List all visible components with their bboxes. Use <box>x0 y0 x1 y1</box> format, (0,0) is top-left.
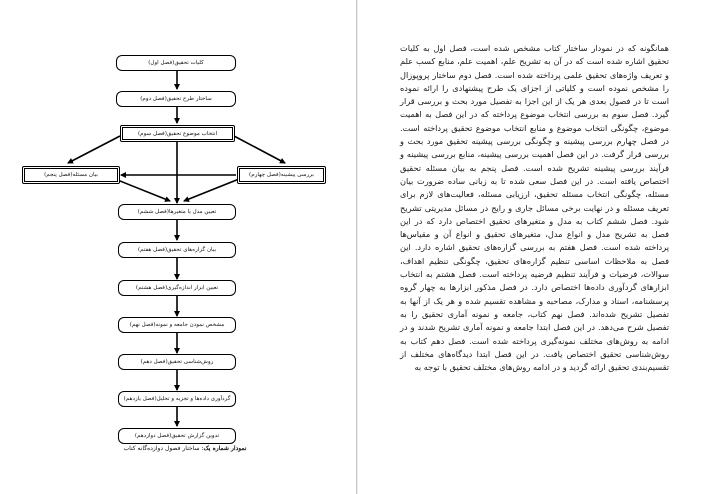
flow-node-6: تعیین مدل یا متغیرها(فصل ششم) <box>118 204 236 220</box>
caption-text: : ساختار فصول دوازده‌گانه کتاب <box>123 445 204 452</box>
caption-label: نمودار شماره یک <box>203 445 247 452</box>
arrow-3-4 <box>68 136 120 163</box>
left-page <box>0 0 357 494</box>
flow-node-8: تعیین ابزار اندازه‌گیری(فصل هشتم) <box>118 280 236 296</box>
flow-node-10: روش‌شناسی تحقیق(فصل دهم) <box>118 354 236 370</box>
flow-node-1: کلیات تحقیق(فصل اول) <box>116 55 236 71</box>
arrow-5-6 <box>184 177 244 201</box>
flow-node-2: ساختار طرح تحقیق(فصل دوم) <box>116 91 236 107</box>
figure-caption <box>95 445 275 452</box>
flow-node-11: گردآوری داده‌ها و تجزیه و تحلیل(فصل یازدهم) <box>118 391 236 407</box>
right-page <box>358 0 715 494</box>
body-paragraph: همانگونه که در نمودار ساختار کتاب مشخص شده است، فصل اول به کلیات تحقیق اشاره شده است که در آن به تشریح علم، اهمیت علم، منابع کسب علم و تعریف واژه‌های تحقیق علمی پرداخته شده است. فصل دوم ساختار پروپوزال را مشخص نموده است و کلیاتی از اجزای یک طرح پیشنهادی را ارائه نموده است تا در فصول بعدی هر یک از این اجزا به تفصیل مورد بحث و بررسی قرار گیرد. فصل سوم به بررسی انتخاب موضوع پرداخته که در این فصل به اهمیت موضوع، چگونگی انتخاب موضوع و منابع انتخاب موضوع تحقیق پرداخته است. در فصل چهارم بررسی پیشینه و چگونگی بررسی پیشینه تحقیق مورد بحث و بررسی قرار گرفت. در این فصل اهمیت بررسی پیشینه، منابع بررسی پیشینه و فرآیند بررسی پیشینه تشریح شده است. فصل پنجم به بیان مسئله تحقیق اختصاص یافته است. در این فصل سعی شده تا به زبانی ساده ضرورت بیان مسئله، چگونگی انتخاب مسئله تحقیق، ارزیابی مسئله، فعالیت‌های لازم برای تعریف مسئله و در نهایت برخی مسائل جاری و رایج در مسائل مدیریتی تشریح شود. فصل ششم کتاب به مدل و متغیرهای تحقیق اختصاص دارد که در این فصل به تشریح مدل و انواع مدل، متغیرهای تحقیق و انواع آن و مقیاس‌ها پرداخته شده است. فصل هفتم به بررسی گزاره‌های تحقیق اشاره دارد. این فصل به ملاحظات اساسی تنظیم گزاره‌های تحقیق، چگونگی تنظیم اهداف، سوالات، فرضیات و فرآیند تنظیم فرضیه پرداخته است. فصل هشتم به انتخاب ابزارهای گردآوری داده‌ها اختصاص دارد. در فصل مذکور ابزارها به چهار گروه پرسشنامه، اسناد و مدارک، مصاحبه و مشاهده تقسیم شده و هر یک از آنها به تفصیل تشریح شده‌اند. فصل نهم کتاب، جامعه و نمونه آماری تحقیق را به تفصیل شرح می‌دهد. در این فصل ابتدا جامعه و نمونه آماری تشریح شدند و در ادامه به روش‌های مختلف نمونه‌گیری پرداخته شده است. فصل دهم کتاب به روش‌شناسی تحقیق اختصاص یافت. در این فصل ابتدا دیدگاه‌های مختلف از تقسیم‌بندی تحقیق ارائه گردید و در ادامه روش‌های مختلف تحقیق با توجه به <box>400 43 669 373</box>
arrow-3-5 <box>234 136 285 163</box>
flow-node-3: انتخاب موضوع تحقیق(فصل سوم) <box>120 125 235 142</box>
flow-node-9: مشخص نمودن جامعه و نمونه(فصل نهم) <box>118 317 236 333</box>
flow-node-5: بررسی پیشینه(فصل چهارم) <box>237 166 326 184</box>
flow-node-4: بیان مسئله(فصل پنجم) <box>22 166 120 184</box>
flow-node-12: تدوین گزارش تحقیق(فصل دوازدهم) <box>118 428 236 444</box>
flow-node-7: بیان گزاره‌های تحقیق(فصل هفتم) <box>118 242 236 258</box>
